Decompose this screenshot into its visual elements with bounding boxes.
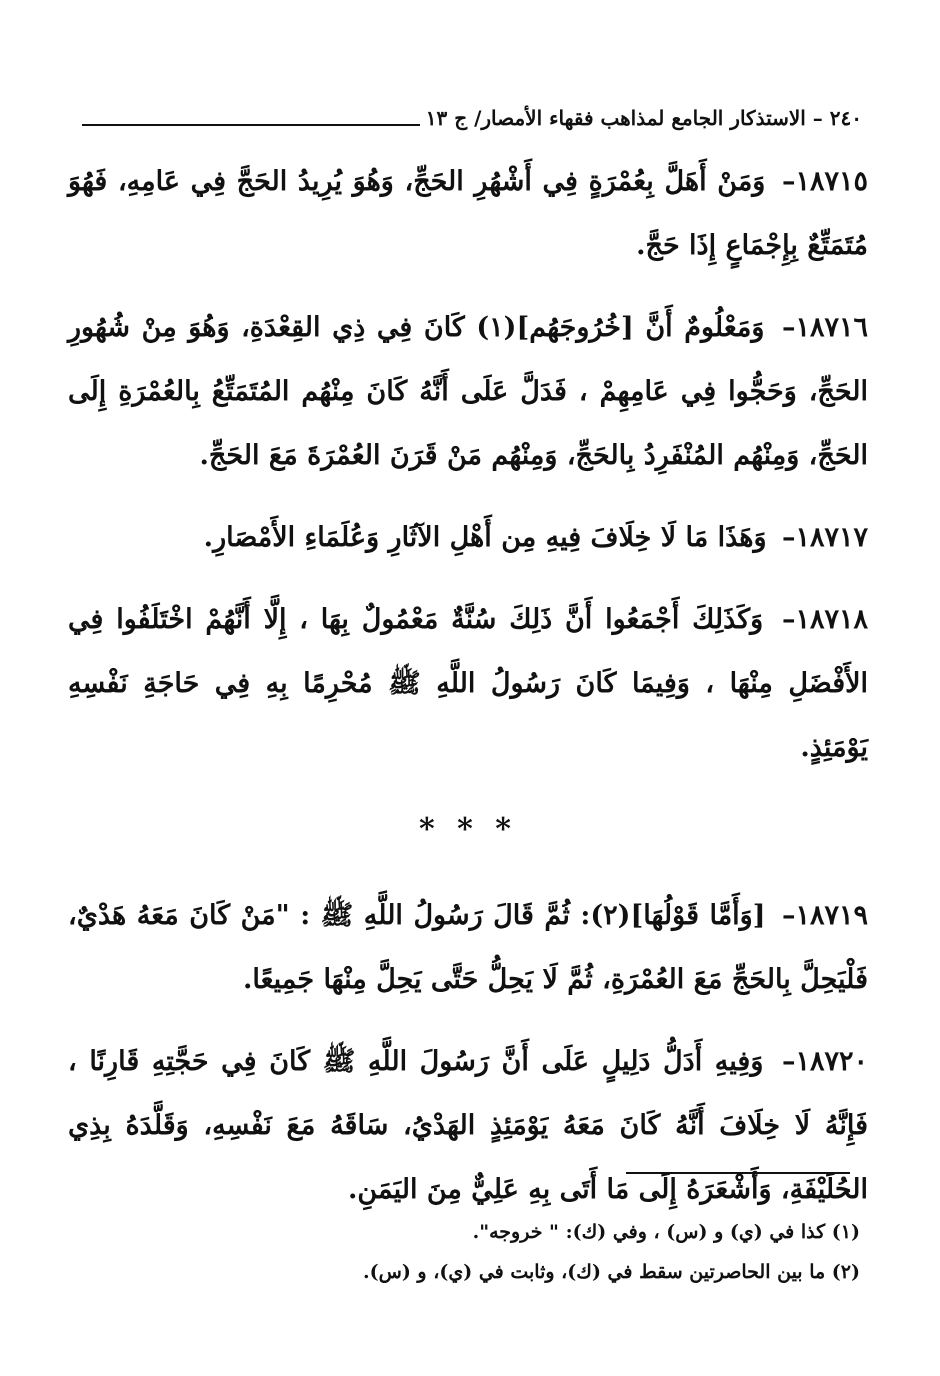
paragraph-text: وَهَذَا مَا لَا خِلَافَ فِيهِ مِن أَهْلِ الآثَارِ وَعُلَمَاءِ الأَمْصَارِ. [203, 522, 767, 553]
footnote-divider [626, 1172, 850, 1174]
footnote-1: (١) كذا في (ي) و (س) ، وفي (ك): " خروجه". [472, 1221, 860, 1243]
running-head-title: ٢٤٠ – الاستذكار الجامع لمذاهب فقهاء الأمصار/ ج ١٣ [425, 106, 862, 130]
paragraph-text: [وَأَمَّا قَوْلُهَا](٢): ثُمَّ قَالَ رَسُولُ اللَّهِ ﷺ : "مَنْ كَانَ مَعَهُ هَدْيٌ، فَلْيَحِلَّ بِالحَجِّ مَعَ العُمْرَةِ، ثُمَّ لَا يَحِلُّ حَتَّى يَحِلَّ مِنْهَا جَمِيعًا. [68, 900, 868, 995]
paragraph-18720 [68, 1030, 868, 1222]
paragraph-number: ١٨٧١٧– [781, 522, 868, 553]
paragraph-number: ١٨٧١٦– [781, 312, 868, 343]
paragraph-text: وَمَنْ أَهَلَّ بِعُمْرَةٍ فِي أَشْهُرِ الحَجِّ، وَهُوَ يُرِيدُ الحَجَّ فِي عَامِهِ، فَهُوَ مُتَمَتِّعٌ بِإِجْمَاعٍ إِذَا حَجَّ. [68, 166, 868, 261]
paragraph-text: وَمَعْلُومٌ أَنَّ [خُرُوجَهُم](١) كَانَ فِي ذِي القِعْدَةِ، وَهُوَ مِنْ شُهُورِ الحَجِّ، وَحَجُّوا فِي عَامِهِمْ ، فَدَلَّ عَلَى أَنَّهُ كَانَ مِنْهُم المُتَمَتِّعُ بِالعُمْرَةِ إِلَى الحَجِّ، وَمِنْهُم المُنْفَرِدُ بِالحَجِّ، وَمِنْهُم مَنْ قَرَنَ العُمْرَةَ مَعَ الحَجِّ. [68, 312, 868, 471]
paragraph-number: ١٨٧١٥– [782, 166, 869, 197]
paragraph-text: وَفِيهِ أَدَلُّ دَلِيلٍ عَلَى أَنَّ رَسُولَ اللَّهِ ﷺ كَانَ فِي حَجَّتِهِ قَارِنًا ، فَإِنَّهُ لَا خِلَافَ أَنَّهُ كَانَ مَعَهُ يَوْمَئِذٍ الهَدْيُ، سَاقَهُ مَعَ نَفْسِهِ، وَقَلَّدَهُ بِذِي الحُلَيْفَةِ، وَأَشْعَرَهُ إِلَى مَا أَتَى بِهِ عَلِيٌّ مِنَ اليَمَنِ. [68, 1046, 868, 1205]
paragraph-number: ١٨٧١٨– [782, 604, 869, 635]
paragraph-18715 [68, 150, 868, 278]
header-rule [82, 124, 420, 126]
footnote-2: (٢) ما بين الحاصرتين سقط في (ك)، وثابت في (ي)، و (س). [363, 1261, 860, 1283]
footnotes [80, 1212, 860, 1292]
paragraph-18719 [68, 884, 868, 1012]
paragraph-number: ١٨٧١٩– [782, 900, 869, 931]
paragraph-text: وَكَذَلِكَ أَجْمَعُوا أَنَّ ذَلِكَ سُنَّةٌ مَعْمُولٌ بِهَا ، إِلَّا أَنَّهُمْ اخْتَلَفُوا فِي الأَفْضَلِ مِنْهَا ، وَفِيمَا كَانَ رَسُولُ اللَّهِ ﷺ مُحْرِمًا بِهِ فِي حَاجَةِ نَفْسِهِ يَوْمَئِذٍ. [68, 604, 868, 763]
paragraph-number: ١٨٧٢٠– [781, 1046, 868, 1077]
running-header [82, 98, 862, 138]
paragraph-18718 [68, 588, 868, 780]
section-separator: * * * [419, 812, 517, 847]
main-text [68, 150, 868, 1240]
paragraph-18716 [68, 296, 868, 488]
paragraph-18717 [68, 506, 868, 570]
